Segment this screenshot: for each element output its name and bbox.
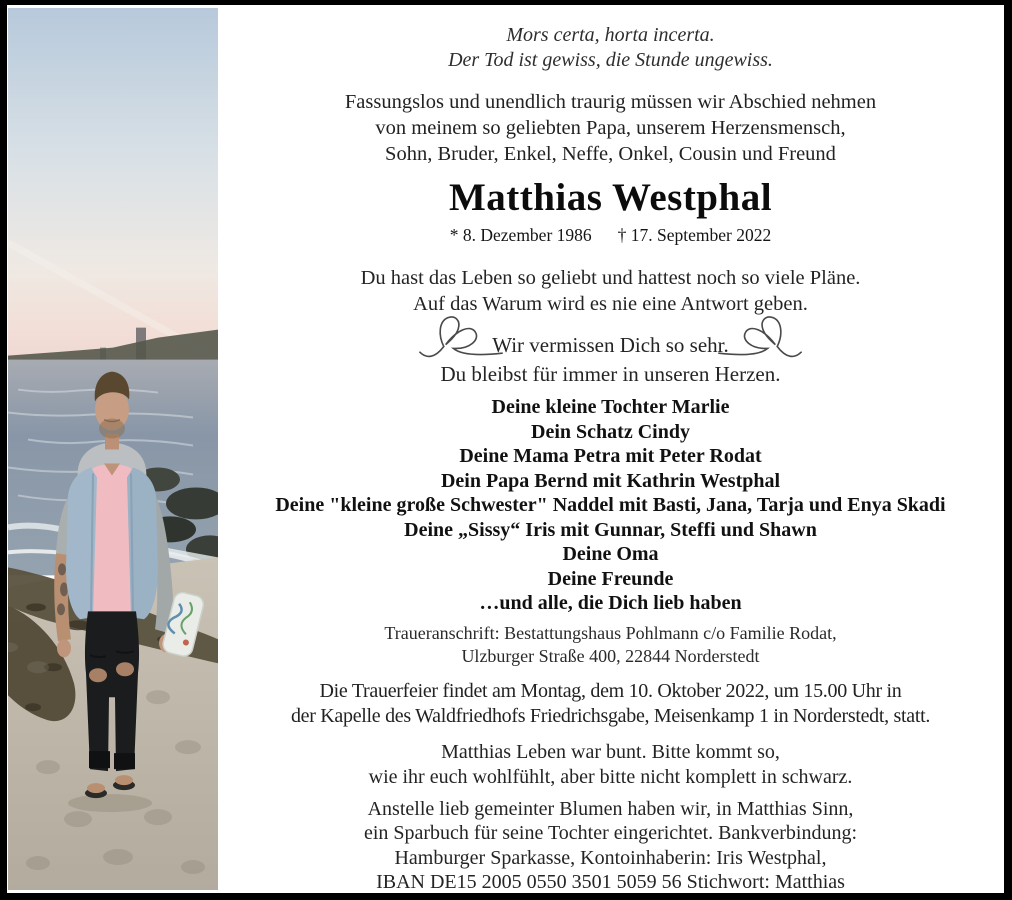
- heart-icon: [716, 310, 804, 360]
- donation-line: IBAN DE15 2005 0550 3501 5059 56 Stichwort: Matthias: [376, 871, 845, 893]
- memorial-photo: [8, 8, 218, 890]
- intro-line: von meinem so geliebten Papa, unserem Herzensmensch,: [375, 117, 846, 139]
- death-date: † 17. September 2022: [617, 225, 772, 245]
- dress-code-note: [219, 740, 1002, 790]
- mourner-line: Dein Schatz Cindy: [531, 420, 690, 443]
- mourner-line: …und alle, die Dich lieb haben: [479, 592, 742, 614]
- mourner-line: Deine Oma: [562, 543, 659, 565]
- mourner-line: Deine kleine Tochter Marlie: [491, 396, 730, 418]
- address-line: Traueranschrift: Bestattungshaus Pohlmann c/o Familie Rodat,: [384, 622, 837, 643]
- mourner-line: Deine "kleine große Schwester" Naddel mit Basti, Jana, Tarja und Enya Skadi: [275, 494, 946, 516]
- obituary-page: [7, 5, 1004, 893]
- verse-paragraph: [219, 265, 1002, 317]
- donation-info: [219, 797, 1002, 895]
- verse-line: Du hast das Leben so geliebt und hattest noch so viele Pläne.: [360, 267, 861, 289]
- mourners-list: [219, 395, 1002, 616]
- funeral-service-info: [219, 679, 1002, 729]
- donation-line: Hamburger Sparkasse, Kontoinhaberin: Iris Westphal,: [394, 846, 827, 869]
- motto: [219, 23, 1002, 73]
- obituary-text: [219, 5, 1002, 893]
- address-line: Ulzburger Straße 400, 22844 Norderstedt: [461, 645, 760, 666]
- service-line: Die Trauerfeier findet am Montag, dem 10. Oktober 2022, um 15.00 Uhr in: [319, 679, 902, 702]
- motto-line: Mors certa, horta incerta.: [506, 24, 715, 46]
- motto-line: Der Tod ist gewiss, die Stunde ungewiss.: [448, 49, 773, 71]
- beach-photo-illustration: [8, 8, 218, 890]
- service-line: der Kapelle des Waldfriedhofs Friedrichsgabe, Meisenkamp 1 in Norderstedt, statt.: [290, 704, 931, 727]
- intro-line: Sohn, Bruder, Enkel, Neffe, Onkel, Cousin und Freund: [385, 143, 836, 165]
- life-dates: [219, 223, 1002, 247]
- mourner-line: Dein Papa Bernd mit Kathrin Westphal: [440, 469, 781, 492]
- hearts-second-line: Du bleibst für immer in unseren Herzen.: [440, 362, 781, 386]
- mourning-address: [219, 622, 1002, 668]
- missing-text: Wir vermissen Dich so sehr.: [492, 332, 729, 357]
- hearts-line: [219, 317, 1002, 363]
- birth-date: * 8. Dezember 1986: [449, 225, 592, 245]
- intro-line: Fassungslos und unendlich traurig müssen wir Abschied nehmen: [344, 91, 877, 113]
- dress-line: Matthias Leben war bunt. Bitte kommt so,: [441, 740, 780, 763]
- intro-paragraph: [219, 89, 1002, 167]
- dress-line: wie ihr euch wohlfühlt, aber bitte nicht komplett in schwarz.: [368, 765, 853, 788]
- mourner-line: Deine „Sissy“ Iris mit Gunnar, Steffi und Shawn: [404, 518, 817, 541]
- verse-line: Auf das Warum wird es nie eine Antwort geben.: [413, 293, 808, 315]
- mourner-line: Deine Freunde: [547, 567, 674, 590]
- deceased-name: Matthias Westphal: [448, 176, 773, 219]
- mourner-line: Deine Mama Petra mit Peter Rodat: [459, 445, 762, 467]
- donation-line: ein Sparbuch für seine Tochter eingerichtet. Bankverbindung:: [363, 822, 858, 844]
- donation-line: Anstelle lieb gemeinter Blumen haben wir, in Matthias Sinn,: [367, 797, 854, 820]
